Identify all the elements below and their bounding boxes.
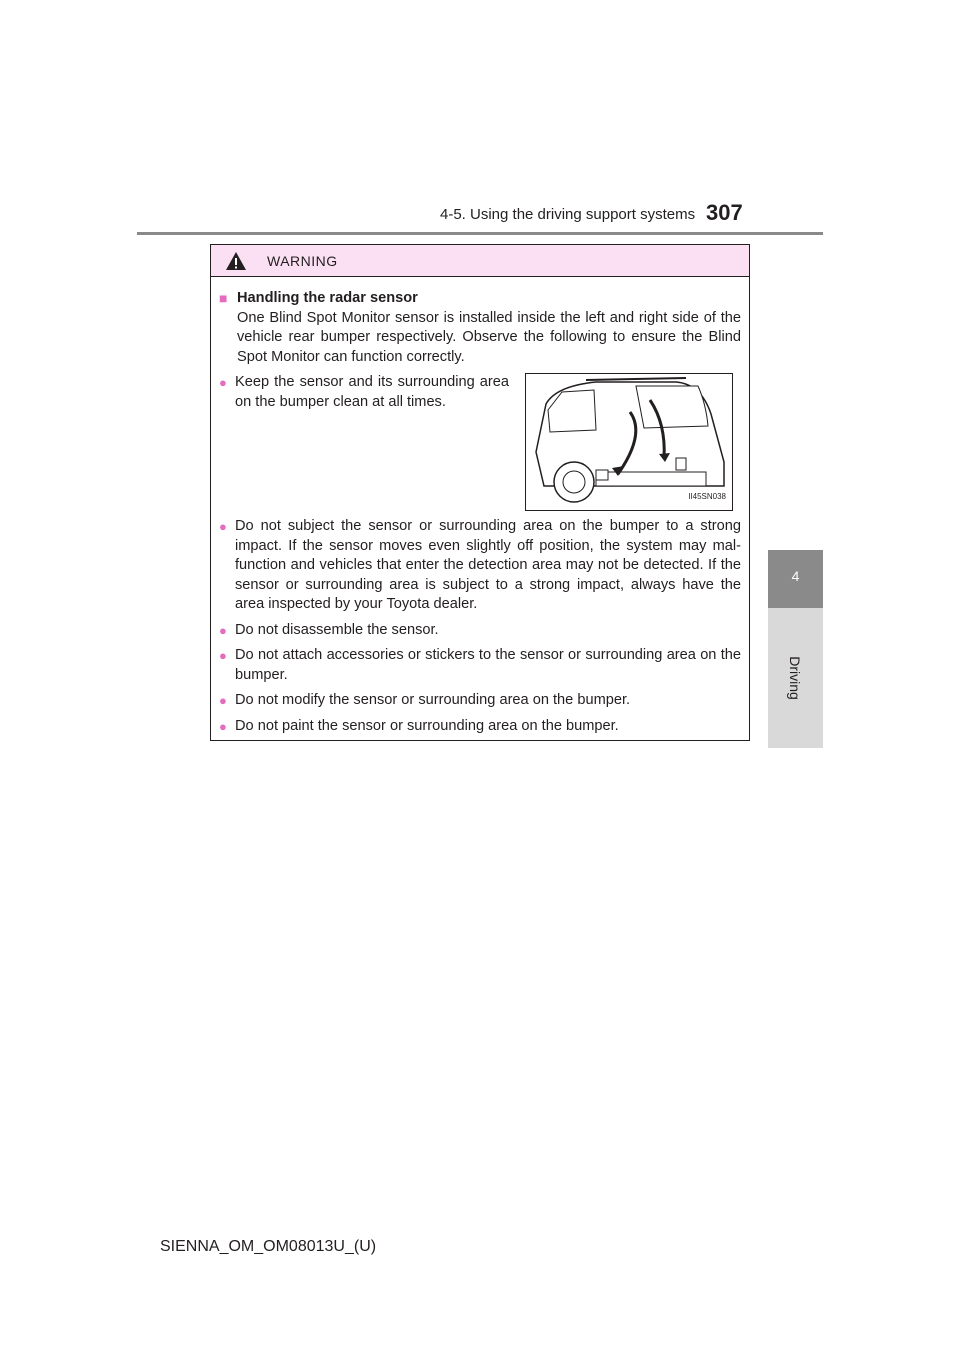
chapter-tab-label: Driving bbox=[787, 656, 803, 700]
warning-label: WARNING bbox=[267, 252, 338, 269]
bullet-dot-icon: ● bbox=[219, 375, 227, 390]
list-item: ● Do not subject the sensor or surrounding area on the bumper to a strong impact. If the sensor moves even slightly off position, the system may mal-function and vehicles that enter the detection area may not be detected. If the sensor or surrounding area is subject to a strong impact, always have the area inspected by your Toyota dealer. bbox=[219, 517, 741, 615]
list-item: ● Do not attach accessories or stickers to the sensor or surrounding area on the bumper. bbox=[219, 646, 741, 685]
vehicle-rear-sensor-figure bbox=[525, 373, 733, 511]
list-item: ● Do not modify the sensor or surrounding area on the bumper. bbox=[219, 691, 741, 711]
list-item: ● Do not disassemble the sensor. bbox=[219, 621, 741, 641]
bullet-dot-icon: ● bbox=[219, 519, 227, 534]
figure-code: II45SN038 bbox=[688, 491, 726, 501]
header-divider bbox=[137, 232, 823, 235]
bullet-dot-icon: ● bbox=[219, 718, 227, 734]
warning-intro: One Blind Spot Monitor sensor is installed inside the left and right side of the vehicle rear bumper respectively. Observe the following to ensure the Blind Spot Monitor can function correctly. bbox=[237, 309, 741, 365]
list-item: ● Do not paint the sensor or surrounding area on the bumper. bbox=[219, 717, 741, 737]
section-header-title: 4-5. Using the driving support systems bbox=[440, 206, 696, 223]
page-number: 307 bbox=[706, 200, 743, 225]
warning-box bbox=[210, 244, 750, 741]
warning-triangle-icon bbox=[225, 251, 247, 271]
chapter-tab-number: 4 bbox=[768, 550, 823, 608]
bullet-dot-icon: ● bbox=[219, 693, 227, 708]
square-bullet-icon: ■ bbox=[219, 290, 228, 306]
warning-header bbox=[211, 245, 749, 277]
document-code: SIENNA_OM_OM08013U_(U) bbox=[160, 1238, 377, 1255]
warning-section-title: ■ Handling the radar sensor bbox=[219, 289, 741, 309]
list-item: ● Keep the sensor and its surrounding area on the bumper clean at all times. bbox=[219, 373, 509, 511]
bullet-dot-icon: ● bbox=[219, 648, 227, 663]
bullet-dot-icon: ● bbox=[219, 622, 227, 638]
